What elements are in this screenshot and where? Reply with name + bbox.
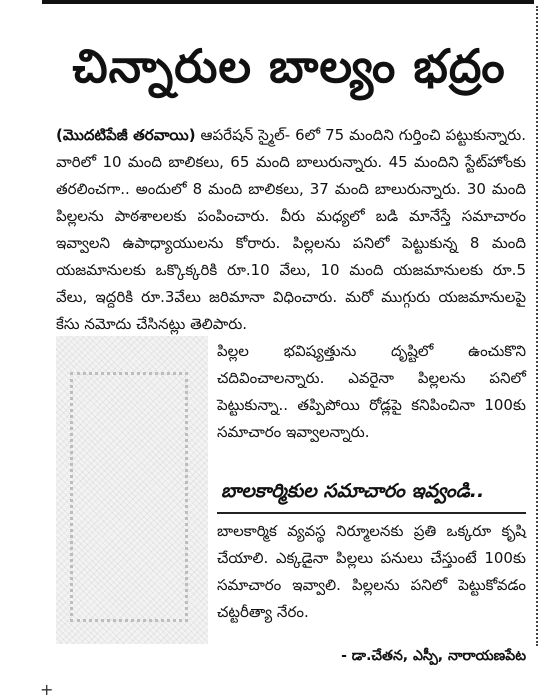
top-rule xyxy=(42,0,534,4)
intro-text: ఆపరేషన్ స్మైల్- 6లో 75 మందిని గుర్తించి పట్టుకున్నారు. వారిలో 10 మంది బాలికలు, 65 మంది బాలురున్నారు. 45 మందిని స్టేట్‌హోంకు తరలించగా.. అందులో 8 మంది బాలికలు, 37 మంది బాలురున్నారు. 30 మంది పిల్లలను పాఠశాలలకు పంపించారు. వీరు మధ్యలో బడి మానేస్తే సమాచారం ఇవ్వాలని ఉపాధ్యాయులను కోరారు. పిల్లలను పనిలో పెట్టుకున్న 8 మంది యజమానులకు ఒక్కొక్కరికి రూ.10 వేలు, 10 మంది యజమానులకు రూ.5 వేలు, ఇద్దరికి రూ.3వేలు జరిమానా విధించారు. మరో ముగ్గురు యజమానులపై కేసు నమోదు చేసినట్లు తెలిపారు. xyxy=(56,126,526,333)
subheading-rule xyxy=(217,512,526,514)
headline: చిన్నారుల బాల్యం భద్రం xyxy=(72,39,506,93)
intro-paragraph xyxy=(56,122,526,338)
photo-frame-shape xyxy=(70,372,188,622)
crosshair-icon: + xyxy=(40,680,54,699)
news-photo xyxy=(56,336,208,644)
kicker: (మొదటిపేజీ తరవాయి) xyxy=(56,126,196,144)
column-divider xyxy=(536,6,538,646)
body-paragraph-3: బాలకార్మిక వ్యవస్థ నిర్మూలనకు ప్రతి ఒక్కరూ కృషి చేయాలి. ఎక్కడైనా పిల్లలు పనులు చేస్తుంటే 100కు సమాచారం ఇవ్వాలి. పిల్లలను పనిలో పెట్టుకోవడం చట్టరీత్యా నేరం. xyxy=(217,522,526,621)
subheading: బాలకార్మికుల సమాచారం ఇవ్వండి.. xyxy=(221,480,485,502)
signature-line: - డా.చేతన, ఎస్పీ, నారాయణపేట xyxy=(341,648,526,664)
body-paragraph-2: పిల్లల భవిష్యత్తును దృష్టిలో ఉంచుకొని చదివించాలన్నారు. ఎవరైనా పిల్లలను పనిలో పెట్టుకున్నా.. తప్పిపోయి రోడ్లపై కనిపించినా 100కు సమాచారం ఇవ్వాలన్నారు. xyxy=(217,342,526,441)
